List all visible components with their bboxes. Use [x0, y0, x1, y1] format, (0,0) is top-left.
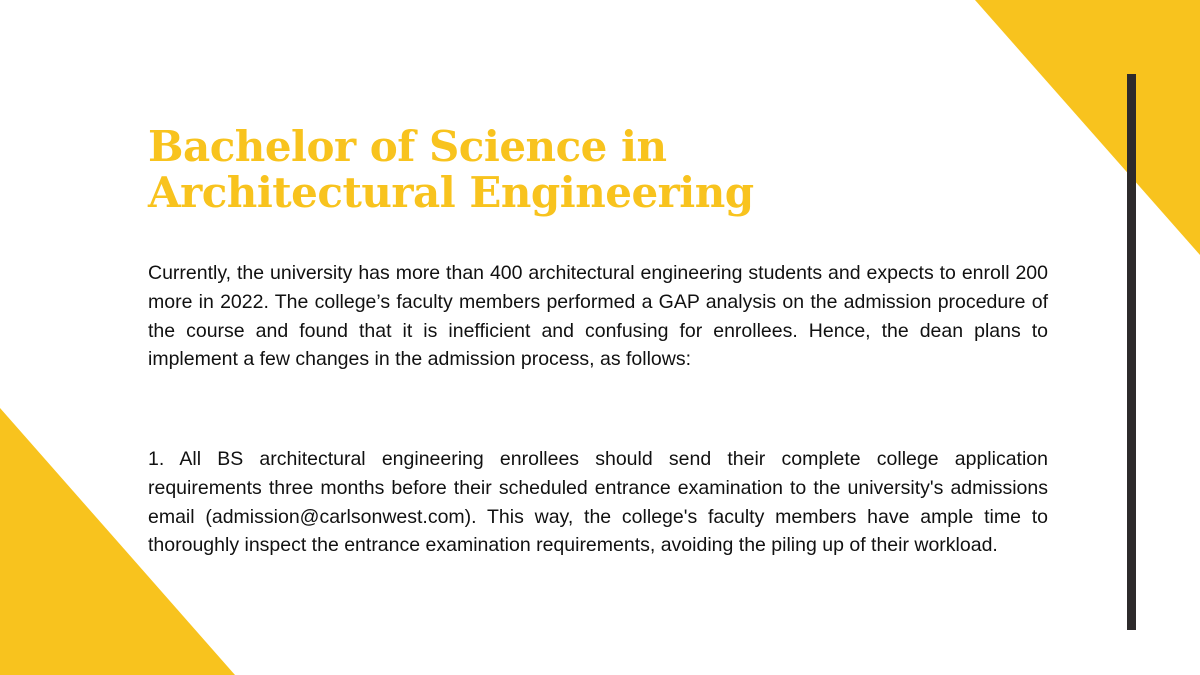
slide-title-line-2: Architectural Engineering: [148, 168, 754, 217]
intro-paragraph: Currently, the university has more than 400 architectural engineering students and expects to enroll 200 more in 2022. The college’s faculty members performed a GAP analysis on the admission procedure of the course and found that it is inefficient and confusing for enrollees. Hence, the dean plans to implement a few changes in the admission process, as follows:: [148, 262, 1048, 371]
top-right-triangle: [975, 0, 1200, 255]
slide-title: [148, 124, 848, 216]
slide-title-line-1: Bachelor of Science in: [148, 122, 667, 171]
vertical-divider-bar: [1127, 74, 1136, 630]
requirement-paragraph: 1. All BS architectural engineering enrollees should send their complete college application requirements three months before their scheduled entrance examination to the university's admissions email (admission@carlsonwest.com). This way, the college's faculty members have ample time to thoroughly inspect the entrance examination requirements, avoiding the piling up of their workload.: [148, 448, 1048, 557]
